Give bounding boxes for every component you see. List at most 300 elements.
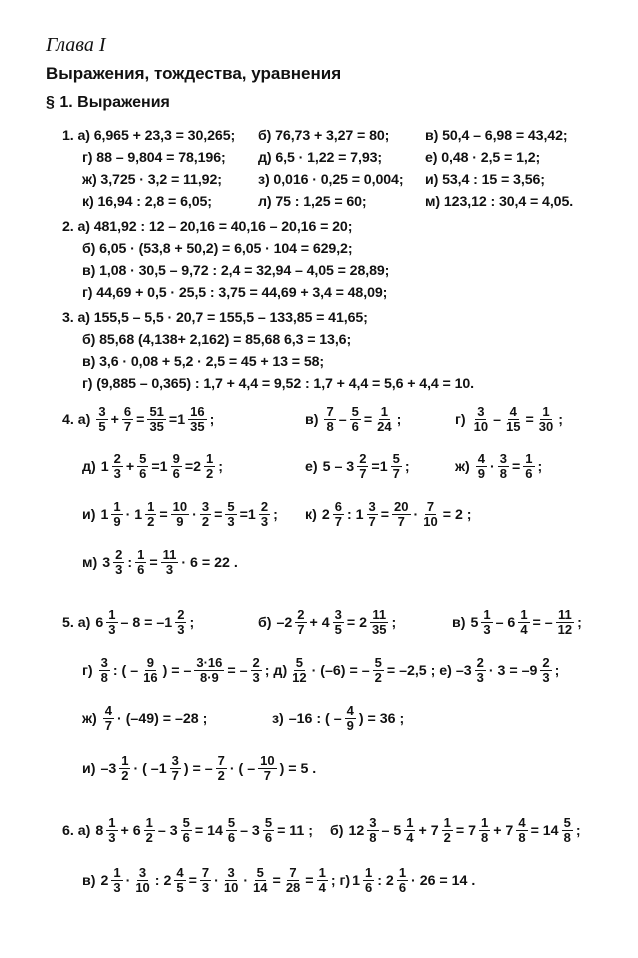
operator: = — [214, 506, 223, 523]
numerator: 3 — [201, 499, 210, 514]
operator: = – — [532, 614, 553, 631]
fraction — [141, 656, 159, 685]
numerator: 1 — [520, 607, 528, 622]
terminator: ; — [554, 662, 560, 679]
fraction — [226, 816, 237, 845]
operator: · — [243, 872, 249, 889]
denominator: 9 — [176, 514, 184, 529]
numerator: 3 — [98, 404, 106, 419]
fraction — [324, 405, 335, 434]
denominator: 3 — [476, 670, 484, 685]
operator: · — [413, 506, 419, 523]
fraction — [397, 866, 408, 895]
denominator: 15 — [506, 419, 521, 434]
ex5-zh — [82, 704, 207, 733]
fraction — [284, 866, 302, 895]
ex2-b: б) 6,05 · (53,8 + 50,2) = 6,05 · 104 = 629,2; — [82, 241, 353, 257]
denominator: 2 — [201, 514, 210, 529]
ex1-r1c3: в) 50,4 – 6,98 = 43,42; — [425, 128, 568, 144]
fraction — [317, 866, 328, 895]
ex4-k — [305, 500, 472, 529]
fraction — [333, 500, 344, 529]
whole-part: 3 — [102, 554, 111, 571]
operator: + 4 — [309, 614, 330, 631]
fraction — [363, 866, 374, 895]
operator: – — [493, 411, 501, 428]
fraction — [333, 608, 344, 637]
fraction — [175, 608, 186, 637]
denominator: 35 — [190, 419, 205, 434]
fraction — [367, 500, 378, 529]
numerator: 9 — [172, 451, 180, 466]
operator: : 1 — [346, 506, 364, 523]
numerator: 4 — [346, 703, 354, 718]
denominator: 12 — [557, 622, 573, 637]
ex3-b: б) 85,68 (4,138+ 2,162) = 85,68 6,3 = 13,6; — [82, 332, 352, 348]
operator: =1 — [151, 458, 168, 475]
denominator: 6 — [365, 880, 373, 895]
denominator: 7 — [368, 514, 376, 529]
operator: = –2,5 ; е) –3 — [386, 662, 472, 679]
whole-part: 1 — [100, 458, 109, 475]
numerator: 1 — [483, 607, 491, 622]
denominator: 3 — [115, 562, 123, 577]
operator: · (–6) = – — [311, 662, 370, 679]
fraction — [106, 608, 117, 637]
fraction — [133, 866, 151, 895]
operator: · 1 — [125, 506, 143, 523]
fraction — [556, 608, 574, 637]
numerator: 1 — [542, 404, 550, 419]
whole-part: 12 — [348, 822, 365, 839]
operator: – 3 — [157, 822, 178, 839]
denominator: 2 — [147, 514, 155, 529]
ex1-r2c2: д) 6,5 · 1,22 = 7,93; — [258, 150, 383, 166]
fraction — [135, 548, 146, 577]
item-label: д) — [82, 458, 96, 475]
fraction — [111, 500, 122, 529]
operator: = — [512, 458, 521, 475]
fraction — [516, 816, 527, 845]
numerator: 3 — [369, 815, 377, 830]
operator: –16 : ( – — [288, 710, 342, 727]
item-label: 6. а) — [62, 822, 91, 839]
whole-part: –3 — [100, 760, 117, 777]
terminator: ; — [577, 614, 582, 631]
fraction — [421, 500, 439, 529]
denominator: 3 — [260, 514, 269, 529]
numerator: 20 — [394, 499, 409, 514]
operator: · — [490, 458, 495, 475]
operator: ) = – — [183, 760, 213, 777]
denominator: 3 — [165, 562, 174, 577]
operator: – 8 = –1 — [120, 614, 173, 631]
ex5-a — [62, 608, 194, 637]
numerator: 2 — [115, 547, 123, 562]
denominator: 24 — [377, 419, 392, 434]
numerator: 2 — [260, 499, 269, 514]
denominator: 3 — [113, 880, 121, 895]
fraction — [350, 405, 361, 434]
numerator: 4 — [477, 451, 486, 466]
fraction — [345, 704, 356, 733]
denominator: 30 — [538, 419, 554, 434]
denominator: 6 — [525, 466, 533, 481]
terminator: ; г) — [330, 872, 351, 889]
numerator: 4 — [518, 815, 526, 830]
denominator: 9 — [113, 514, 121, 529]
fraction — [122, 405, 133, 434]
ex1-r4c1: к) 16,94 : 2,8 = 6,05; — [82, 194, 212, 210]
numerator: 7 — [426, 499, 435, 514]
operator: + 7 — [418, 822, 439, 839]
operator: = — [149, 554, 158, 571]
numerator: 2 — [177, 607, 185, 622]
denominator: 8 — [499, 466, 507, 481]
ex3-a: 3. а) 155,5 – 5,5 · 20,7 = 155,5 – 133,85 = 41,65; — [62, 310, 368, 326]
denominator: 5 — [176, 880, 184, 895]
numerator: 1 — [108, 815, 116, 830]
numerator: 51 — [149, 404, 164, 419]
operator: : 2 — [154, 872, 172, 889]
ex5-i — [82, 754, 316, 783]
fraction — [113, 548, 124, 577]
numerator: 1 — [137, 547, 145, 562]
whole-part: 2 — [321, 506, 330, 523]
numerator: 3 — [171, 753, 179, 768]
numerator: 2 — [252, 655, 260, 670]
terminator: ; — [575, 822, 581, 839]
item-label: ж) — [455, 458, 470, 475]
numerator: 5 — [351, 404, 359, 419]
numerator: 1 — [380, 404, 388, 419]
numerator: 7 — [289, 865, 297, 880]
whole-part: 5 — [470, 614, 479, 631]
numerator: 10 — [172, 499, 188, 514]
terminator: ; — [218, 458, 223, 475]
ex1-r4c2: л) 75 : 1,25 = 60; — [258, 194, 367, 210]
whole-part: 5 – 3 — [322, 458, 355, 475]
operator: = — [136, 411, 145, 428]
denominator: 7 — [359, 466, 367, 481]
operator: : — [127, 554, 133, 571]
denominator: 7 — [104, 718, 113, 733]
fraction — [144, 816, 155, 845]
fraction — [145, 500, 156, 529]
numerator: 1 — [365, 865, 373, 880]
operator: =1 — [168, 411, 186, 428]
numerator: 6 — [123, 404, 132, 419]
numerator: 1 — [406, 815, 414, 830]
denominator: 10 — [423, 514, 438, 529]
fraction — [476, 452, 487, 481]
item-label: в) — [305, 411, 319, 428]
fraction — [442, 816, 453, 845]
fraction — [99, 656, 110, 685]
numerator: 9 — [146, 655, 154, 670]
numerator: 1 — [398, 865, 407, 880]
fraction — [204, 452, 215, 481]
fraction — [111, 866, 122, 895]
operator: = – — [227, 662, 248, 679]
operator: · (–49) = –28 ; — [117, 710, 208, 727]
denominator: 3 — [227, 514, 235, 529]
fraction — [367, 816, 378, 845]
denominator: 5 — [334, 622, 342, 637]
ex1-r2c1: г) 88 – 9,804 = 78,196; — [82, 150, 226, 166]
ex1-r4c3: м) 123,12 : 30,4 = 4,05. — [425, 194, 574, 210]
denominator: 3 — [201, 880, 210, 895]
whole-part: 1 — [352, 872, 361, 889]
numerator: 5 — [139, 451, 147, 466]
fraction — [475, 656, 486, 685]
item-label: 5. а) — [62, 614, 91, 631]
ex1-r3c1: ж) 3,725 · 3,2 = 11,92; — [82, 172, 222, 188]
fraction — [225, 500, 236, 529]
denominator: 3 — [108, 830, 116, 845]
numerator: 1 — [113, 865, 121, 880]
item-label: в) — [452, 614, 466, 631]
fraction — [404, 816, 415, 845]
ex1-r2c3: е) 0,48 · 2,5 = 1,2; — [425, 150, 541, 166]
operator: – — [338, 411, 347, 428]
operator: · — [125, 872, 131, 889]
numerator: 7 — [326, 404, 334, 419]
numerator: 1 — [145, 815, 153, 830]
denominator: 6 — [264, 830, 273, 845]
numerator: 4 — [104, 703, 113, 718]
ex6-a — [62, 816, 313, 845]
numerator: 2 — [542, 655, 550, 670]
fraction — [147, 405, 165, 434]
operator: ) = – — [162, 662, 192, 679]
denominator: 2 — [217, 768, 225, 783]
terminator: ; — [209, 411, 215, 428]
item-label: к) — [305, 506, 317, 523]
item-label: з) — [272, 710, 284, 727]
fraction — [357, 452, 368, 481]
operator: – 5 — [381, 822, 402, 839]
fraction — [479, 816, 490, 845]
denominator: 8·9 — [199, 670, 219, 685]
operator: – 3 — [240, 822, 260, 839]
denominator: 3 — [108, 622, 116, 637]
ex5-v — [452, 608, 582, 637]
ex4-a — [62, 405, 214, 434]
fraction — [188, 405, 206, 434]
item-label: и) — [82, 760, 96, 777]
denominator: 4 — [406, 830, 414, 845]
fraction — [174, 866, 185, 895]
ex1-r1c2: б) 76,73 + 3,27 = 80; — [258, 128, 390, 144]
numerator: 5 — [227, 815, 236, 830]
operator: · — [214, 872, 219, 889]
terminator: ; — [273, 506, 278, 523]
denominator: 8 — [563, 830, 571, 845]
operator: : 2 — [377, 872, 394, 889]
fraction — [518, 608, 529, 637]
terminator: ; — [396, 411, 402, 428]
denominator: 28 — [285, 880, 301, 895]
fraction — [103, 704, 114, 733]
numerator: 5 — [227, 499, 235, 514]
numerator: 2 — [113, 451, 121, 466]
denominator: 10 — [135, 880, 150, 895]
ex5-g — [82, 656, 559, 685]
denominator: 3 — [177, 622, 185, 637]
operator: = 7 — [455, 822, 476, 839]
numerator: 1 — [480, 815, 489, 830]
ex2-a: 2. а) 481,92 : 12 – 20,16 = 40,16 – 20,16 = 20; — [62, 219, 353, 235]
whole-part: 6 — [95, 614, 104, 631]
operator: = 14 — [530, 822, 559, 839]
denominator: 6 — [398, 880, 407, 895]
numerator: 10 — [260, 753, 275, 768]
fraction — [472, 405, 490, 434]
whole-part: –2 — [276, 614, 293, 631]
terminator: = 2 ; — [442, 506, 472, 523]
denominator: 7 — [297, 622, 305, 637]
denominator: 8 — [326, 419, 334, 434]
denominator: 6 — [172, 466, 180, 481]
fraction — [498, 452, 509, 481]
denominator: 2 — [374, 670, 382, 685]
terminator: · 6 = 22 . — [181, 554, 238, 571]
denominator: 7 — [397, 514, 405, 529]
denominator: 6 — [227, 830, 236, 845]
numerator: 11 — [162, 547, 177, 562]
operator: + — [125, 458, 135, 475]
denominator: 2 — [145, 830, 153, 845]
ex4-d — [82, 452, 223, 481]
denominator: 7 — [392, 466, 400, 481]
fraction — [161, 548, 179, 577]
item-label: б) — [330, 822, 344, 839]
ex4-i — [82, 500, 278, 529]
denominator: 14 — [253, 880, 268, 895]
numerator: 5 — [295, 655, 304, 670]
item-label: м) — [82, 554, 98, 571]
fraction — [200, 866, 211, 895]
numerator: 7 — [201, 865, 210, 880]
denominator: 5 — [98, 419, 106, 434]
denominator: 8 — [480, 830, 489, 845]
numerator: 5 — [256, 865, 264, 880]
numerator: 3·16 — [196, 655, 223, 670]
denominator: 9 — [346, 718, 354, 733]
fraction — [106, 816, 117, 845]
fraction — [170, 754, 181, 783]
numerator: 1 — [525, 451, 533, 466]
denominator: 3 — [483, 622, 491, 637]
item-label: 4. а) — [62, 411, 91, 428]
denominator: 16 — [143, 670, 158, 685]
numerator: 1 — [147, 499, 155, 514]
terminator: ) = 36 ; — [358, 710, 405, 727]
denominator: 35 — [372, 622, 387, 637]
whole-part: 8 — [95, 822, 104, 839]
ex3-d: г) (9,885 – 0,365) : 1,7 + 4,4 = 9,52 : 1,7 + 4,4 = 5,6 + 4,4 = 10. — [82, 376, 475, 392]
terminator: ; — [189, 614, 195, 631]
numerator: 1 — [318, 865, 326, 880]
ex2-d: г) 44,69 + 0,5 · 25,5 : 3,75 = 44,69 + 3,4 = 48,09; — [82, 285, 388, 301]
fraction — [137, 452, 148, 481]
operator: + 6 — [120, 822, 141, 839]
operator: · ( – — [229, 760, 256, 777]
denominator: 7 — [334, 514, 342, 529]
denominator: 10 — [473, 419, 489, 434]
denominator: 8 — [518, 830, 526, 845]
numerator: 5 — [264, 815, 273, 830]
item-label: г) — [455, 411, 466, 428]
item-label: е) — [305, 458, 318, 475]
denominator: 6 — [137, 562, 145, 577]
fraction — [523, 452, 534, 481]
numerator: 1 — [108, 607, 116, 622]
fraction — [171, 452, 182, 481]
terminator: ; — [404, 458, 410, 475]
fraction — [562, 816, 573, 845]
numerator: 3 — [499, 451, 507, 466]
numerator: 16 — [190, 404, 205, 419]
fraction — [194, 656, 224, 685]
terminator: ; — [391, 614, 397, 631]
fraction — [258, 754, 276, 783]
fraction — [295, 608, 306, 637]
ex6-v — [82, 866, 475, 895]
operator: : ( – — [112, 662, 139, 679]
numerator: 2 — [359, 451, 367, 466]
terminator: ) = 5 . — [279, 760, 317, 777]
fraction — [290, 656, 308, 685]
operator: = — [188, 872, 197, 889]
ex4-g — [455, 405, 563, 434]
operator: = 2 — [346, 614, 367, 631]
operator: = — [525, 411, 534, 428]
ex5-b — [258, 608, 396, 637]
denominator: 35 — [149, 419, 164, 434]
ex1-r3c3: и) 53,4 : 15 = 3,56; — [425, 172, 545, 188]
numerator: 5 — [182, 815, 190, 830]
operator: – 6 — [495, 614, 516, 631]
numerator: 3 — [334, 607, 342, 622]
numerator: 6 — [334, 499, 342, 514]
terminator: ; д) — [264, 662, 288, 679]
fraction — [96, 405, 107, 434]
denominator: 6 — [182, 830, 190, 845]
fraction — [375, 405, 393, 434]
ex4-m — [82, 548, 238, 577]
denominator: 4 — [520, 622, 528, 637]
fraction — [481, 608, 492, 637]
fraction — [222, 866, 240, 895]
whole-part: 1 — [100, 506, 109, 523]
denominator: 8 — [369, 830, 377, 845]
terminator: ; — [558, 411, 563, 428]
operator: = — [363, 411, 373, 428]
numerator: 7 — [217, 753, 225, 768]
chapter-heading: Глава I — [46, 34, 106, 56]
ex4-e — [305, 452, 410, 481]
denominator: 2 — [121, 768, 129, 783]
fraction — [504, 405, 522, 434]
operator: · 3 = –9 — [488, 662, 538, 679]
fraction — [391, 452, 402, 481]
denominator: 3 — [542, 670, 550, 685]
fraction — [119, 754, 130, 783]
denominator: 6 — [351, 419, 359, 434]
denominator: 8 — [100, 670, 108, 685]
